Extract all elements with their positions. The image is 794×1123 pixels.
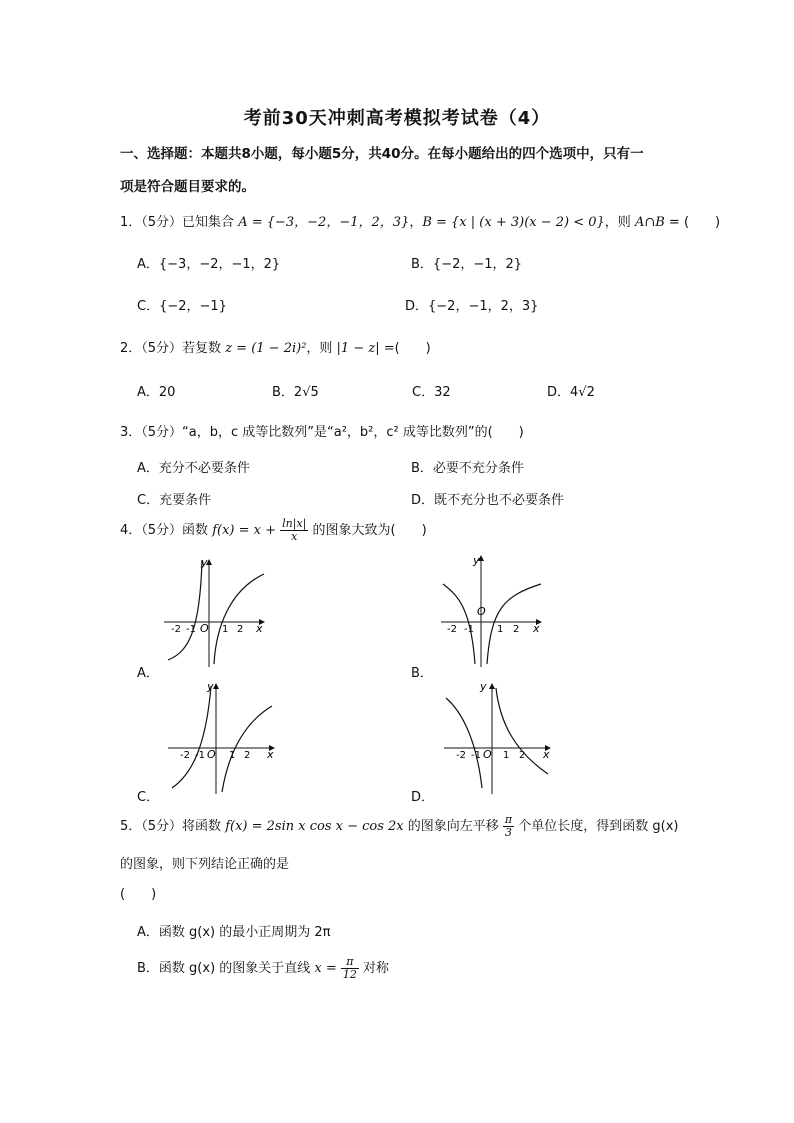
q3-option-d[interactable]: D．既不充分也不必要条件 bbox=[411, 493, 565, 508]
function-f: f(x) = x + bbox=[212, 523, 276, 538]
question-5-mid: 的图象向左平移 bbox=[403, 819, 503, 834]
graph-c-label: C． bbox=[137, 790, 160, 805]
graph-d[interactable] bbox=[440, 676, 555, 796]
q2-option-c[interactable]: C．32 bbox=[412, 385, 451, 400]
question-4-prefix: 4．（5分）函数 bbox=[120, 523, 213, 538]
q5-option-b[interactable] bbox=[137, 956, 389, 981]
complex-z: z = (1 − 2i)² bbox=[225, 341, 307, 356]
y-label: y bbox=[480, 680, 487, 693]
q3-option-c[interactable]: C．充要条件 bbox=[137, 493, 212, 508]
x-label: x bbox=[533, 622, 540, 635]
q1-option-c[interactable]: C．{−2，−1} bbox=[137, 299, 227, 314]
question-1-prefix: 1．（5分）已知集合 bbox=[120, 215, 239, 230]
tick-1: 1 bbox=[222, 624, 229, 635]
tick-minus-2: -2 bbox=[180, 750, 190, 761]
curve-left bbox=[172, 686, 211, 788]
question-2 bbox=[120, 337, 431, 356]
tick-2: 2 bbox=[237, 624, 244, 635]
q1-option-a[interactable]: A．{−3，−2，−1，2} bbox=[137, 257, 281, 272]
q5-option-b-suffix: 对称 bbox=[358, 961, 390, 976]
tick-minus-1: -1 bbox=[464, 624, 474, 635]
q1-option-d[interactable]: D．{−2，−1，2，3} bbox=[405, 299, 539, 314]
tick-minus-2: -2 bbox=[456, 750, 466, 761]
q2-option-a[interactable]: A．20 bbox=[137, 385, 176, 400]
question-1-suffix: = ( ) bbox=[664, 215, 721, 230]
question-2-mid: ，则 bbox=[306, 341, 337, 356]
modulus-expr: |1 − z| = bbox=[336, 341, 395, 356]
graph-c[interactable] bbox=[164, 676, 279, 796]
tick-2: 2 bbox=[244, 750, 251, 761]
origin-label: O bbox=[207, 748, 216, 761]
graph-b-label: B． bbox=[411, 666, 433, 681]
question-5-line-2: 的图象，则下列结论正确的是 bbox=[120, 857, 290, 872]
section-heading-line-2: 项是符合题目要求的。 bbox=[120, 179, 255, 195]
graph-b[interactable] bbox=[437, 552, 547, 672]
question-5 bbox=[120, 814, 678, 839]
question-2-prefix: 2．（5分）若复数 bbox=[120, 341, 226, 356]
question-5-suffix: 个单位长度，得到函数 g(x) bbox=[514, 819, 679, 834]
tick-minus-1: -1 bbox=[186, 624, 196, 635]
question-5-prefix: 5．（5分）将函数 bbox=[120, 819, 226, 834]
fraction-pi-over-12: $\frac{\pi}{12}$ bbox=[342, 955, 357, 981]
y-label: y bbox=[207, 680, 214, 693]
q5-option-b-prefix: B．函数 g(x) 的图象关于直线 bbox=[137, 961, 315, 976]
question-4 bbox=[120, 518, 427, 543]
question-5-line-3: ( ) bbox=[120, 887, 157, 902]
curve-right bbox=[496, 688, 548, 774]
origin-label: O bbox=[477, 605, 486, 618]
curve-left bbox=[168, 560, 202, 660]
x-label: x bbox=[543, 748, 550, 761]
tick-1: 1 bbox=[503, 750, 510, 761]
section-heading-line-1: 一、选择题：本题共8小题，每小题5分，共40分。在每小题给出的四个选项中，只有一 bbox=[120, 146, 644, 162]
curve-right bbox=[222, 706, 272, 792]
question-4-suffix: 的图象大致为( ) bbox=[308, 523, 427, 538]
q2-option-b[interactable]: B．2√5 bbox=[272, 385, 319, 400]
graph-a[interactable] bbox=[160, 552, 270, 672]
tick-2: 2 bbox=[519, 750, 526, 761]
fraction-lnx-over-x: $\frac{\ln|x|}{x}$ bbox=[282, 517, 307, 543]
tick-minus-2: -2 bbox=[171, 624, 181, 635]
question-1-sep: ， bbox=[409, 215, 423, 230]
page-title: 考前30天冲刺高考模拟考试卷（4） bbox=[243, 108, 551, 129]
set-a: A = {−3，−2，−1，2，3} bbox=[238, 215, 410, 230]
set-intersection: A∩B bbox=[634, 215, 665, 230]
graph-d-label: D． bbox=[411, 790, 435, 805]
graph-a-label: A． bbox=[137, 666, 159, 681]
q3-option-a[interactable]: A．充分不必要条件 bbox=[137, 461, 250, 476]
x-label: x bbox=[267, 748, 274, 761]
question-3: 3．（5分）“a，b，c 成等比数列”是“a²，b²，c² 成等比数列”的( ) bbox=[120, 425, 524, 440]
question-1-mid: ，则 bbox=[604, 215, 635, 230]
tick-2: 2 bbox=[513, 624, 520, 635]
fraction-pi-over-3: $\frac{\pi}{3}$ bbox=[504, 813, 513, 839]
tick-minus-1: -1 bbox=[195, 750, 205, 761]
q5-option-a[interactable]: A．函数 g(x) 的最小正周期为 2π bbox=[137, 925, 331, 940]
y-label: y bbox=[201, 556, 208, 569]
x-label: x bbox=[256, 622, 263, 635]
q5-option-b-expr: x = bbox=[314, 961, 337, 976]
set-b: B = {x | (x + 3)(x − 2) < 0} bbox=[422, 215, 605, 230]
q3-option-b[interactable]: B．必要不充分条件 bbox=[411, 461, 524, 476]
tick-1: 1 bbox=[497, 624, 504, 635]
curve-right bbox=[214, 574, 264, 664]
curve-left bbox=[446, 698, 482, 788]
q1-option-b[interactable]: B．{−2，−1，2} bbox=[411, 257, 523, 272]
y-label: y bbox=[473, 554, 480, 567]
question-1 bbox=[120, 211, 720, 230]
tick-minus-2: -2 bbox=[447, 624, 457, 635]
tick-minus-1: -1 bbox=[471, 750, 481, 761]
question-2-suffix: ( ) bbox=[394, 341, 431, 356]
origin-label: O bbox=[483, 748, 492, 761]
tick-1: 1 bbox=[229, 750, 236, 761]
function-f-trig: f(x) = 2sin x cos x − cos 2x bbox=[225, 819, 404, 834]
origin-label: O bbox=[200, 622, 209, 635]
q2-option-d[interactable]: D．4√2 bbox=[547, 385, 595, 400]
